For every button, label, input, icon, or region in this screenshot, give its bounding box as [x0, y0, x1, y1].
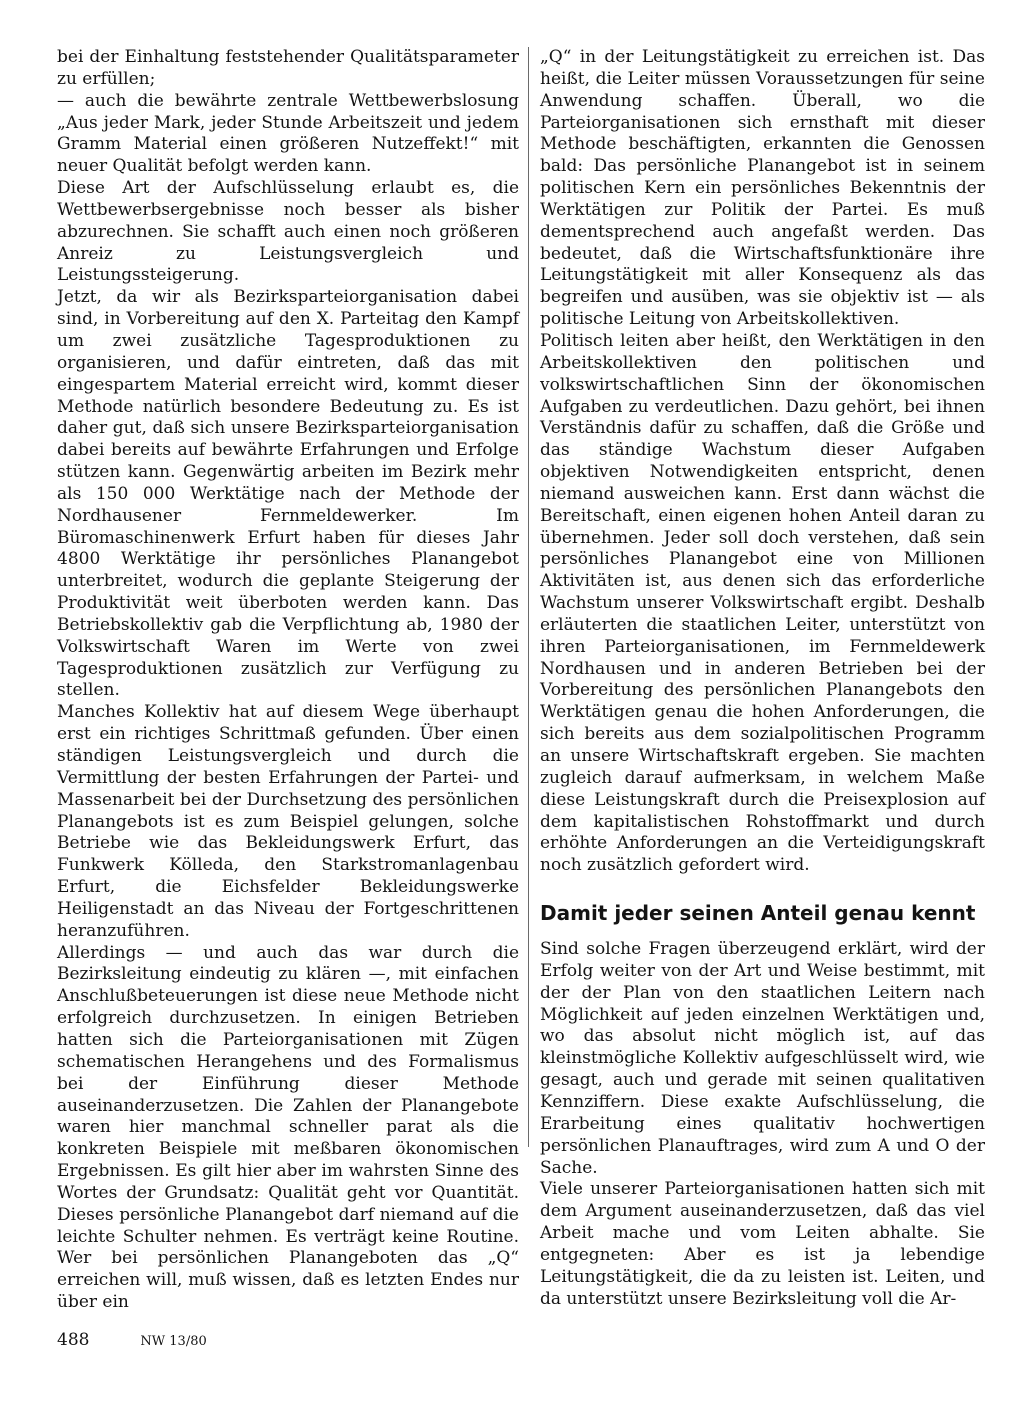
paragraph: Diese Art der Aufschlüsselung erlaubt es, die Wettbewerbsergebnisse noch besser als bisher abzurechnen. Sie schafft auch einen noch größeren Anreiz zu Leistungsvergleich und Leistungssteigerung.	[57, 178, 519, 286]
right-column	[540, 47, 985, 1310]
paragraph: — auch die bewährte zentrale Wettbewerbslosung „Aus jeder Mark, jeder Stunde Arbeitszeit und jedem Gramm Material einen größeren Nutzeffekt!“ mit neuer Qualität befolgt werden kann.	[57, 90, 519, 177]
left-column	[57, 47, 519, 1314]
paragraph: Manches Kollektiv hat auf diesem Wege überhaupt erst ein richtiges Schrittmaß gefunden. Über einen ständigen Leistungsvergleich und durch die Vermittlung der besten Erfahrungen der Partei- und Massenarbeit bei der Durchsetzung des persönlichen Planangebots ist es zum Beispiel gelungen, solche Betriebe wie das Bekleidungswerk Erfurt, das Funkwerk Kölleda, den Starkstromanlagenbau Erfurt, die Eichsfelder Bekleidungswerke Heiligenstadt an das Niveau der Fortgeschrittenen heranzuführen.	[57, 702, 519, 941]
column-divider	[528, 47, 529, 1147]
paragraph: Sind solche Fragen überzeugend erklärt, wird der Erfolg weiter von der Art und Weise bestimmt, mit der der Plan von den staatlichen Leitern nach Möglichkeit auf jeden einzelnen Werktätigen und, wo das absolut nicht möglich ist, auf das kleinstmögliche Kollektiv aufgeschlüsselt wird, wie gesagt, auch und gerade mit seinen qualitativen Kennziffern. Diese exakte Aufschlüsselung, die Erarbeitung eines qualitativ hochwertigen persönlichen Planauftrages, wird zum A und O der Sache.	[540, 939, 985, 1178]
paragraph: Politisch leiten aber heißt, den Werktätigen in den Arbeitskollektiven den politischen und volkswirtschaftlichen Sinn der ökonomischen Aufgaben zu verdeutlichen. Dazu gehört, bei ihnen Verständnis dafür zu schaffen, daß die Größe und das ständige Wachstum dieser Aufgaben objektiven Notwendigkeiten entspricht, denen niemand ausweichen kann. Erst dann wächst die Bereitschaft, einen eigenen hohen Anteil daran zu übernehmen. Jeder soll doch verstehen, daß sein persönliches Planangebot eine von Millionen Aktivitäten ist, aus denen sich das erforderliche Wachstum unserer Volkswirtschaft ergibt. Deshalb erläuterten die staatlichen Leiter, unterstützt von ihren Parteiorganisationen, im Fernmeldewerk Nordhausen und in anderen Betrieben bei der Vorbereitung des persönlichen Planangebots den Werktätigen genau die hohen Anforderungen, die sich bereits aus dem sozialpolitischen Programm an unsere Wirtschaftskraft ergeben. Sie machten zugleich darauf aufmerksam, in welchem Maße diese Leistungskraft durch die Preisexplosion auf dem kapitalistischen Rohstoffmarkt und durch erhöhte Anforderungen an die Verteidigungskraft noch zusätzlich gefordert wird.	[540, 330, 985, 876]
section-heading: Damit jeder seinen Anteil genau kennt	[540, 901, 976, 926]
page-footer	[57, 1330, 207, 1352]
page-number: 488	[57, 1330, 90, 1350]
paragraph: Viele unserer Parteiorganisationen hatten sich mit dem Argument auseinanderzusetzen, daß das viel Arbeit mache und vom Leiten abhalte. Sie entgegneten: Aber es ist ja lebendige Leitungstätigkeit, die da zu leisten ist. Leiten, und da unterstützt unsere Bezirksleitung voll die Ar-	[540, 1179, 985, 1309]
publication-reference: NW 13/80	[140, 1334, 207, 1349]
paragraph: bei der Einhaltung feststehender Qualitätsparameter zu erfüllen;	[57, 47, 519, 89]
paragraph: Jetzt, da wir als Bezirksparteiorganisation dabei sind, in Vorbereitung auf den X. Parteitag den Kampf um zwei zusätzliche Tagesproduktionen zu organisieren, und dafür eintreten, daß das mit eingespartem Material erreicht wird, kommt dieser Methode natürlich besondere Bedeutung zu. Es ist daher gut, daß sich unsere Bezirksparteiorganisation dabei bereits auf bewährte Erfahrungen und Erfolge stützen kann. Gegenwärtig arbeiten im Bezirk mehr als 150 000 Werktätige nach der Methode der Nordhausener Fernmeldewerker. Im Büromaschinenwerk Erfurt haben für dieses Jahr 4800 Werktätige ihr persönliches Planangebot unterbreitet, wodurch die geplante Steigerung der Produktivität weit überboten werden kann. Das Betriebskollektiv gab die Verpflichtung ab, 1980 der Volkswirtschaft Waren im Werte von zwei Tagesproduktionen zusätzlich zur Verfügung zu stellen.	[57, 287, 519, 701]
paragraph: Allerdings — und auch das war durch die Bezirksleitung eindeutig zu klären —, mit einfachen Anschlußbeteuerungen ist diese neue Methode nicht erfolgreich durchzusetzen. In einigen Betrieben hatten sich die Parteiorganisationen mit Zügen schematischen Herangehens und des Formalismus bei der Einführung dieser Methode auseinanderzusetzen. Die Zahlen der Planangebote waren hier manchmal schneller parat als die konkreten Beispiele mit meßbaren ökonomischen Ergebnissen. Es gilt hier aber im wahrsten Sinne des Wortes der Grundsatz: Qualität geht vor Quantität. Dieses persönliche Planangebot darf niemand auf die leichte Schulter nehmen. Es verträgt keine Routine. Wer bei persönlichen Planangeboten das „Q“ erreichen will, muß wissen, daß es letzten Endes nur über ein	[57, 942, 519, 1313]
paragraph: „Q“ in der Leitungstätigkeit zu erreichen ist. Das heißt, die Leiter müssen Voraussetzungen für seine Anwendung schaffen. Überall, wo die Parteiorganisationen sich ernsthaft mit dieser Methode beschäftigten, erkannten die Genossen bald: Das persönliche Planangebot ist in seinem politischen Kern ein persönliches Bekenntnis der Werktätigen zur Politik der Partei. Es muß dementsprechend auch angefaßt werden. Das bedeutet, daß die Wirtschaftsfunktionäre ihre Leitungstätigkeit mit aller Konsequenz als das begreifen und ausüben, was sie objektiv ist — als politische Leitung von Arbeitskollektiven.	[540, 47, 985, 330]
